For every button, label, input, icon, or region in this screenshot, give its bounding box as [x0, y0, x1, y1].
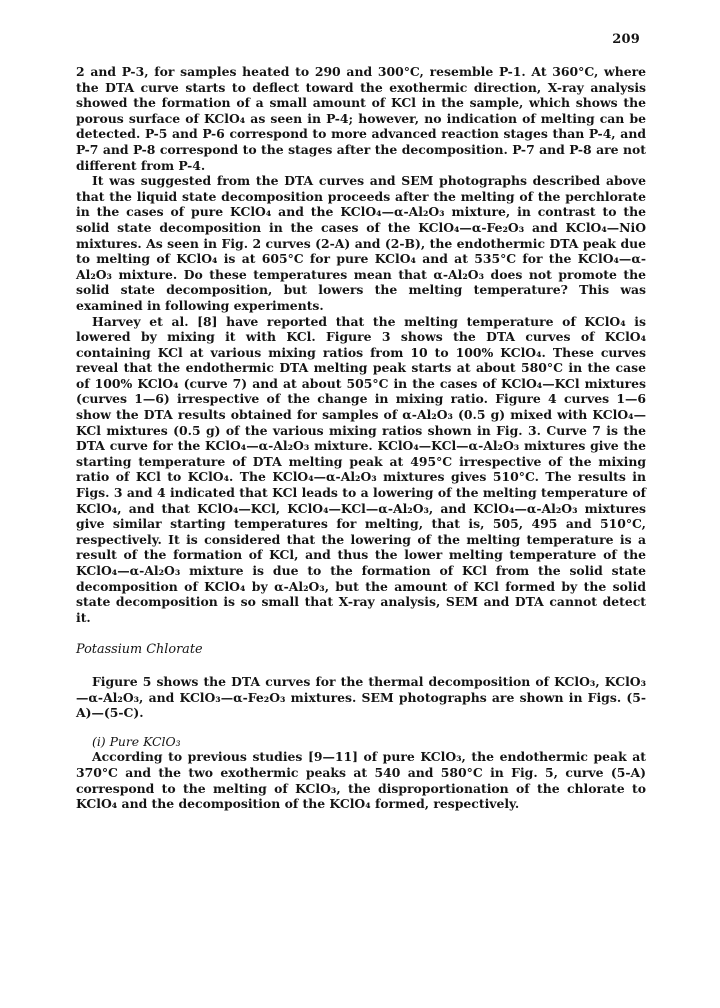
paragraph-kcl-melting-effect: Harvey et al. [8] have reported that the melting temperature of KClO₄ is lowered by mixing it with KCl. Figure 3 shows the DTA curves of KClO₄ containing KCl at various mixing ratios from 10 to 100% KClO₄. These curves reveal that the endothermic DTA melting peak starts at about 580°C in the case of 100% KClO₄ (curve 7) and at about 505°C in the cases of KClO₄—KCl mixtures (curves 1—6) irrespective of the change in mixing ratio. Figure 4 curves 1—6 show the DTA results obtained for samples of α-Al₂O₃ (0.5 g) mixed with KClO₄—KCl mixtures (0.5 g) of the various mixing ratios shown in Fig. 3. Curve 7 is the DTA curve for the KClO₄—α-Al₂O₃ mixture. KClO₄—KCl—α-Al₂O₃ mixtures give the starting temperature of DTA melting peak at 495°C irrespective of the mixing ratio of KCl to KClO₄. The KClO₄—α-Al₂O₃ mixtures gives 510°C. The results in Figs. 3 and 4 indicated that KCl leads to a lowering of the melting temperature of KClO₄, and that KClO₄—KCl, KClO₄—KCl—α-Al₂O₃, and KClO₄—α-Al₂O₃ mixtures give similar starting temperatures for melting, that is, 505, 495 and 510°C, respectively. It is considered that the lowering of the melting temperature is a result of the formation of KCl, and thus the lower melting temperature of the KClO₄—α-Al₂O₃ mixture is due to the formation of KCl from the solid state decomposition of KClO₄ by α-Al₂O₃, but the amount of KCl formed by the solid state decomposition is so small that X-ray analysis, SEM and DTA cannot detect it.	[76, 313, 646, 625]
paragraph-pure-kclo3: According to previous studies [9—11] of pure KClO₃, the endothermic peak at 370°C and the two exothermic peaks at 540 and 580°C in Fig. 5, curve (5-A) correspond to the melting of KClO₃, the disproportionation of the chlorate to KClO₄ and the decomposition of the KClO₄ formed, respectively.	[76, 749, 646, 812]
article-body	[76, 64, 646, 812]
subsection-heading-pure-kclo3: (i) Pure KClO₃	[92, 733, 181, 749]
paragraph-liquid-state-decomposition: It was suggested from the DTA curves and SEM photographs described above that the liquid state decomposition proceeds after the melting of the perchlorate in the cases of pure KClO₄ and the KClO₄—α-Al₂O₃ mixture, in contrast to the solid state decomposition in the cases of the KClO₄—α-Fe₂O₃ and KClO₄—NiO mixtures. As seen in Fig. 2 curves (2-A) and (2-B), the endothermic DTA peak due to melting of KClO₄ is at 605°C for pure KClO₄ and at 535°C for the KClO₄—α-Al₂O₃ mixture. Do these temperatures mean that α-Al₂O₃ does not promote the solid state decomposition, but lowers the melting temperature? This was examined in following experiments.	[76, 173, 646, 313]
paragraph-sem-observations: 2 and P-3, for samples heated to 290 and 300°C, resemble P-1. At 360°C, where the DTA curve starts to deflect toward the exothermic direction, X-ray analysis showed the formation of a small amount of KCl in the sample, which shows the porous surface of KClO₄ as seen in P-4; however, no indication of melting can be detected. P-5 and P-6 correspond to more advanced reaction stages than P-4, and P-7 and P-8 correspond to the stages after the decomposition. P-7 and P-8 are not different from P-4.	[76, 64, 646, 173]
paragraph-figure5-overview: Figure 5 shows the DTA curves for the thermal decomposition of KClO₃, KClO₃—α-Al₂O₃, and KClO₃—α-Fe₂O₃ mixtures. SEM photographs are shown in Figs. (5-A)—(5-C).	[76, 673, 646, 721]
section-heading-potassium-chlorate: Potassium Chlorate	[76, 642, 203, 658]
page-number: 209	[612, 32, 640, 47]
